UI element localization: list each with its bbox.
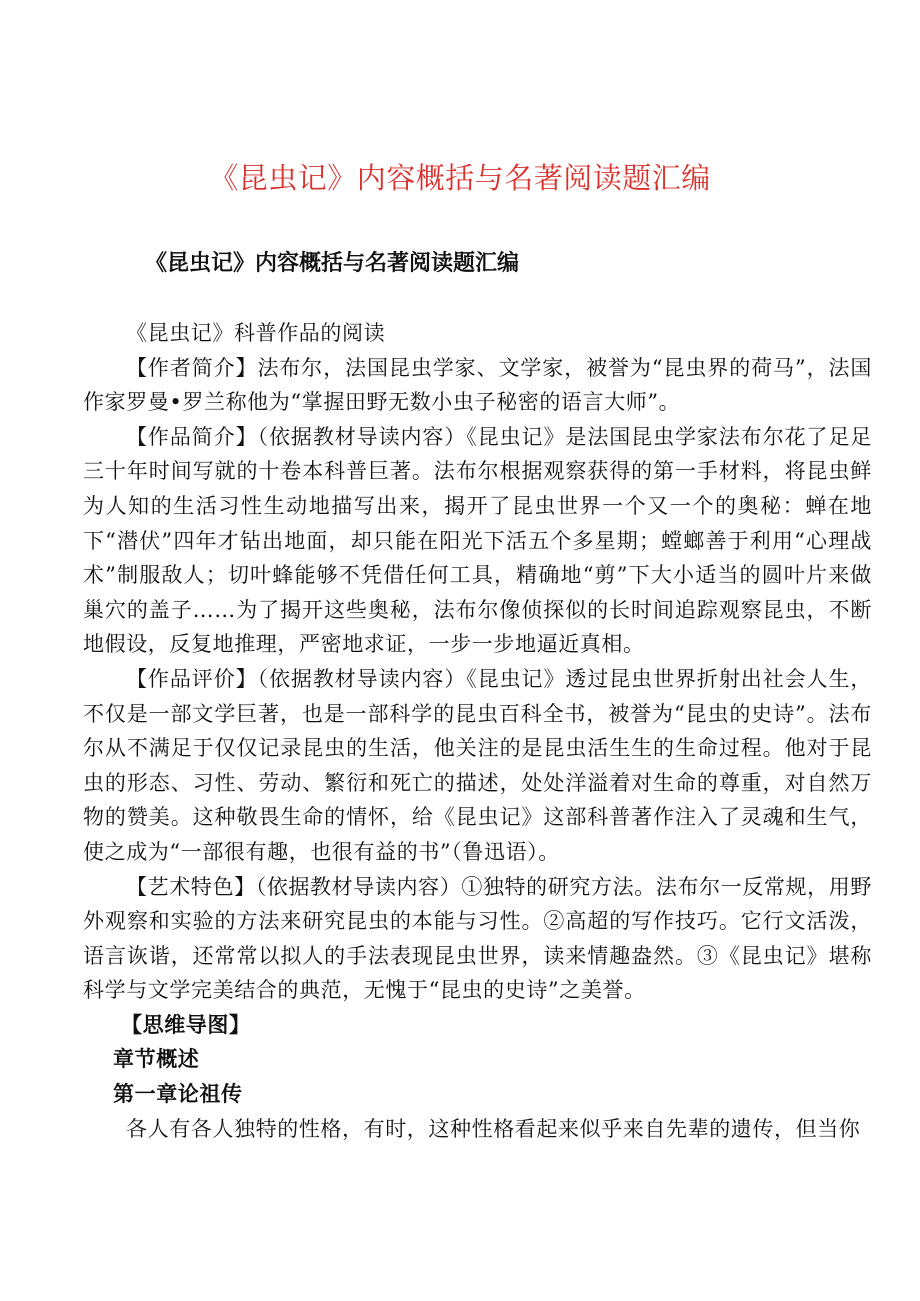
section-art-features: [83, 870, 872, 1008]
document-subtitle: 《昆虫记》内容概括与名著阅读题汇编: [145, 250, 520, 276]
chapter-one-heading: 第一章论祖传: [113, 1081, 243, 1107]
chapter-overview-heading: 章节概述: [113, 1046, 200, 1072]
section-text: 法布尔，法国昆虫学家、文学家，被誉为“昆虫界的荷马”，法国作家罗曼•罗兰称他为“掌握田野无数小虫子秘密的语言大师”。: [83, 355, 872, 415]
mindmap-heading: 【思维导图】: [121, 1011, 251, 1037]
section-evaluation: [83, 662, 872, 870]
section-work-intro: [83, 420, 872, 662]
section-label: 【艺术特色】: [126, 874, 256, 899]
document-body: [83, 316, 872, 1146]
intro-line: 《昆虫记》科普作品的阅读: [126, 321, 386, 345]
section-author: [83, 351, 872, 420]
section-label: 【作者简介】: [126, 355, 258, 380]
section-label: 【作品简介】: [126, 424, 258, 449]
section-text: （依据教材导读内容）《昆虫记》是法国昆虫学家法布尔花了足足三十年时间写就的十卷本科普巨著。法布尔根据观察获得的第一手材料，将昆虫鲜为人知的生活习性生动地描写出来，揭开了昆虫世界一个又一个的奥秘：蝉在地下“潜伏”四年才钻出地面，却只能在阳光下活五个多星期；螳螂善于利用“心理战术”制服敌人；切叶蜂能够不凭借任何工具，精确地“剪”下大小适当的圆叶片来做巢穴的盖子……为了揭开这些奥秘，法布尔像侦探似的长时间追踪观察昆虫，不断地假设，反复地推理，严密地求证，一步一步地逼近真相。: [83, 424, 872, 657]
section-label: 【作品评价】: [126, 666, 258, 691]
section-text: （依据教材导读内容）《昆虫记》透过昆虫世界折射出社会人生，不仅是一部文学巨著，也是一部科学的昆虫百科全书，被誉为“昆虫的史诗”。法布尔从不满足于仅仅记录昆虫的生活，他关注的是昆虫活生生的生命过程。他对于昆虫的形态、习性、劳动、繁衍和死亡的描述，处处洋溢着对生命的尊重，对自然万物的赞美。这种敬畏生命的情怀，给《昆虫记》这部科普著作注入了灵魂和生气，使之成为“一部很有趣，也很有益的书”（鲁迅语）。: [83, 666, 872, 864]
page-title: 《昆虫记》内容概括与名著阅读题汇编: [209, 161, 711, 195]
chapter-one-text: 各人有各人独特的性格，有时，这种性格看起来似乎来自先辈的遗传，但当你: [126, 1116, 861, 1141]
section-text: （依据教材导读内容）①独特的研究方法。法布尔一反常规，用野外观察和实验的方法来研究昆虫的本能与习性。②高超的写作技巧。它行文活泼，语言诙谐，还常常以拟人的手法表现昆虫世界，读来情趣盎然。③《昆虫记》堪称科学与文学完美结合的典范，无愧于“昆虫的史诗”之美誉。: [83, 874, 872, 1003]
